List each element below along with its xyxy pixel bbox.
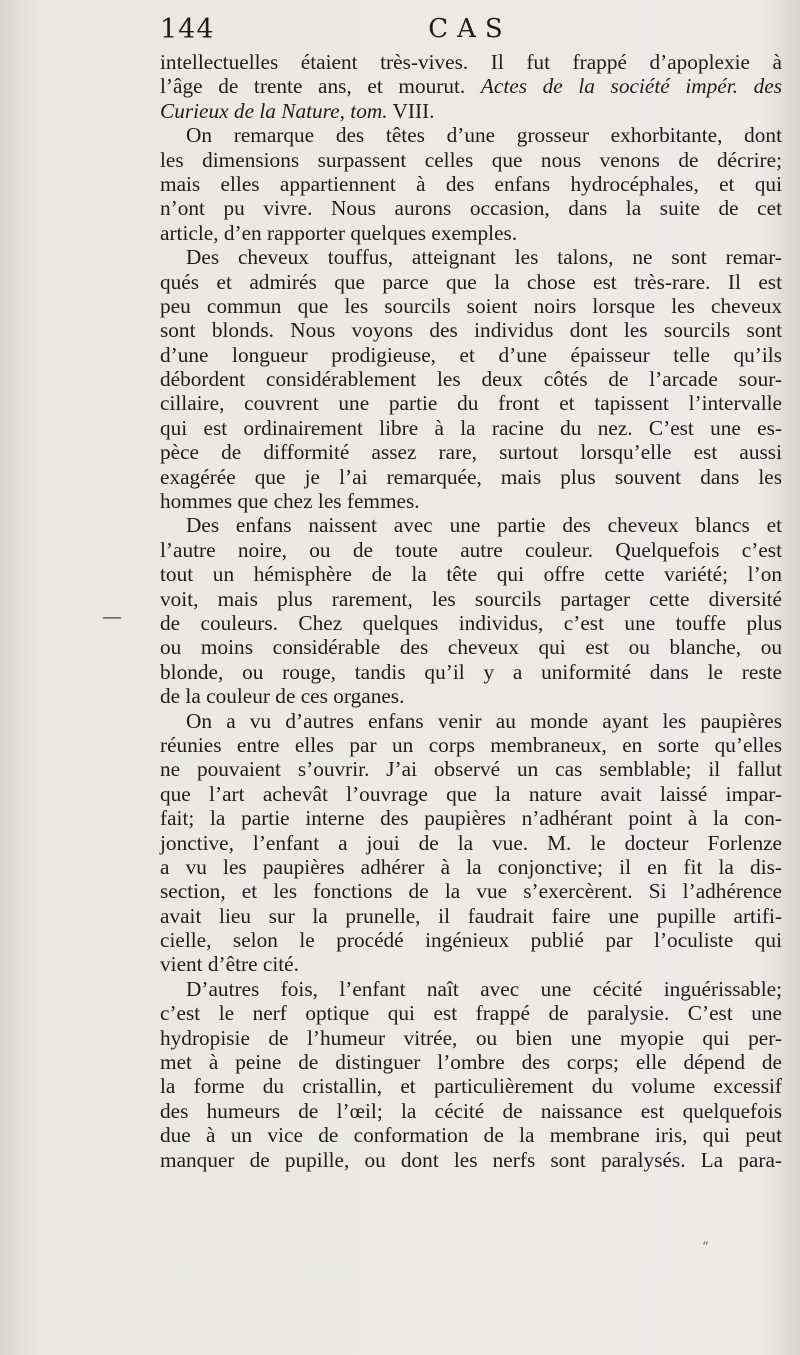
text-line [160,1001,782,1025]
text-segment: met à peine de distinguer l’ombre des corps; elle dépend de [160,1050,782,1075]
text-line [160,1026,782,1050]
text-line [160,635,782,659]
text-line [160,99,782,123]
text-segment: exagérée que je l’ai remarquée, mais plus souvent dans les [160,464,782,489]
body-text [160,50,782,1172]
text-line [160,928,782,952]
text-segment: sont blonds. Nous voyons des individus dont les sourcils sont [160,318,782,343]
text-segment: On remarque des têtes d’une grosseur exhorbitante, dont [186,123,782,148]
text-line [160,709,782,733]
text-line [160,952,782,976]
text-line [160,562,782,586]
text-line [160,879,782,903]
text-line [160,831,782,855]
italic-text: Curieux de la Nature [160,98,340,123]
text-line [160,1123,782,1147]
text-segment: tout un hémisphère de la tête qui offre cette variété; l’on [160,562,782,587]
text-line [160,782,782,806]
text-segment: jonctive, l’enfant a joui de la vue. M. le docteur Forlenze [160,830,782,855]
text-line [160,391,782,415]
text-line [160,1148,782,1172]
text-line [160,74,782,98]
text-segment: l’âge de trente ans, et mourut. [160,74,481,99]
text-line [160,855,782,879]
text-line [160,270,782,294]
text-segment: n’ont pu vivre. Nous aurons occasion, dans la suite de cet [160,196,782,221]
text-segment: due à un vice de conformation de la membrane iris, qui peut [160,1123,782,1148]
text-line [160,465,782,489]
margin-mark: — [102,604,122,628]
running-head: CAS [428,14,512,44]
text-line [160,611,782,635]
text-segment: de la couleur de ces organes. [160,684,405,709]
text-segment: Des cheveux touffus, atteignant les talons, ne sont remar- [186,245,782,270]
text-segment: ou moins considérable des cheveux qui est ou blanche, ou [160,635,782,660]
text-line [160,440,782,464]
text-line [160,489,782,513]
text-segment: article, d’en rapporter quelques exemples. [160,220,518,245]
text-segment: d’une longueur prodigieuse, et d’une épaisseur telle qu’ils [160,342,782,367]
text-segment: vient d’être cité. [160,952,299,977]
text-line [160,1099,782,1123]
text-segment: VIII. [387,98,435,123]
text-segment: que l’art achevât l’ouvrage que la nature avait laissé impar- [160,781,782,806]
text-segment: On a vu d’autres enfans venir au monde ayant les paupières [186,708,782,733]
text-line [160,123,782,147]
text-segment: cillaire, couvrent une partie du front et tapissent l’intervalle [160,391,782,416]
italic-text: Actes de la société impér. des [480,74,782,99]
text-segment: intellectuelles étaient très-vives. Il fut frappé d’apoplexie à [160,50,782,74]
text-segment: blonde, ou rouge, tandis qu’il y a uniformité dans le reste [160,659,782,684]
text-segment: c’est le nerf optique qui est frappé de paralysie. C’est une [160,1001,782,1026]
text-line [160,1050,782,1074]
text-segment: pèce de difformité assez rare, surtout lorsqu’elle est aussi [160,440,782,465]
text-segment: fait; la partie interne des paupières n’adhérant point à la con- [160,806,782,831]
page-header [160,14,780,46]
text-line [160,660,782,684]
text-segment: les dimensions surpassent celles que nous venons de décrire; [160,147,782,172]
text-line [160,148,782,172]
text-line [160,757,782,781]
text-segment: l’autre noire, ou de toute autre couleur. Quelquefois c’est [160,537,782,562]
text-segment: section, et les fonctions de la vue s’exercèrent. Si l’adhérence [160,879,782,904]
text-segment: qués et admirés que parce que la chose est très-rare. Il est [160,269,782,294]
text-line [160,1074,782,1098]
text-segment: réunies entre elles par un corps membraneux, en sorte qu’elles [160,732,782,757]
text-segment: a vu les paupières adhérer à la conjonctive; il en fit la dis- [160,854,782,879]
text-line [160,245,782,269]
text-segment: de couleurs. Chez quelques individus, c’est une touffe plus [160,610,782,635]
text-line [160,50,782,74]
text-segment: D’autres fois, l’enfant naît avec une cécité inguérissable; [186,976,782,1001]
text-segment: manquer de pupille, ou dont les nerfs sont paralysés. La para- [160,1147,782,1172]
text-line [160,904,782,928]
text-segment: cielle, selon le procédé ingénieux publié par l’oculiste qui [160,928,782,953]
text-line [160,538,782,562]
text-line [160,196,782,220]
text-segment: la forme du cristallin, et particulièrement du volume excessif [160,1074,782,1099]
text-segment: peu commun que les sourcils soient noirs lorsque les cheveux [160,293,782,318]
page-number: 144 [160,14,215,45]
text-line [160,343,782,367]
text-line [160,806,782,830]
text-segment: hommes que chez les femmes. [160,489,420,514]
text-line [160,733,782,757]
text-segment: voit, mais plus rarement, les sourcils partager cette diversité [160,586,782,611]
text-line [160,221,782,245]
text-segment: mais elles appartiennent à des enfans hydrocéphales, et qui [160,171,782,196]
text-line [160,513,782,537]
text-line [160,294,782,318]
text-segment: ne pouvaient s’ouvrir. J’ai observé un cas semblable; il fallut [160,757,782,782]
text-line [160,367,782,391]
foot-mark: “ [702,1240,709,1255]
text-segment: des humeurs de l’œil; la cécité de naissance est quelquefois [160,1098,782,1123]
text-line [160,684,782,708]
text-line [160,318,782,342]
text-segment: qui est ordinairement libre à la racine du nez. C’est une es- [160,415,782,440]
italic-text: tom. [350,98,388,123]
text-line [160,587,782,611]
text-line [160,977,782,1001]
text-segment: débordent considérablement les deux côtés de l’arcade sour- [160,367,782,392]
text-line [160,416,782,440]
text-segment: Des enfans naissent avec une partie des cheveux blancs et [186,513,782,538]
text-segment: avait lieu sur la prunelle, il faudrait faire une pupille artifi- [160,903,782,928]
text-line [160,172,782,196]
text-segment: hydropisie de l’humeur vitrée, ou bien une myopie qui per- [160,1025,782,1050]
text-segment: , [339,98,351,123]
